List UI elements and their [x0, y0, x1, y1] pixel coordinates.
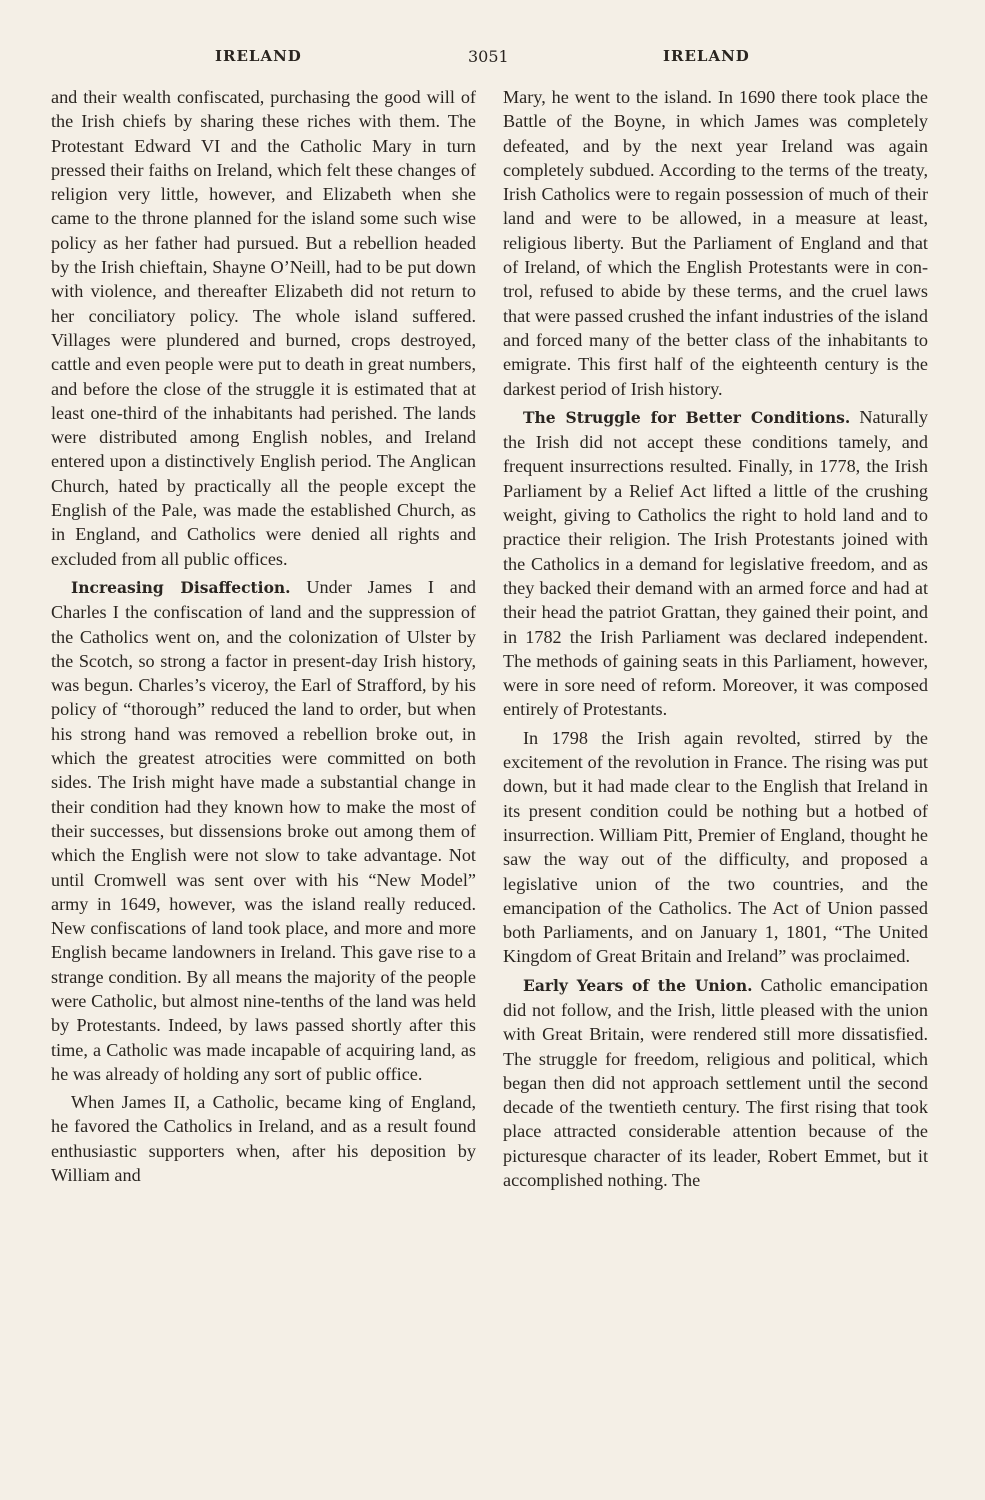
right-column	[503, 85, 928, 1192]
header-right-title: IRELAND	[663, 47, 750, 65]
paragraph: Mary, he went to the island. In 1690 there took place the Battle of the Boyne, in which James was completely defeated, and by the next year Ireland was again completely subdued. According to the terms of the treaty, Irish Catholics were to regain possession of much of their land and were to be allowed, in a measure at least, religious liberty. But the Parliament of England and that of Ireland, of which the English Protestants were in control, refused to abide by these terms, and the cruel laws that were passed crushed the infant industries of the island and forced many of the better class of the inhabitants to emigrate. This first half of the eighteenth century is the darkest period of Irish history.	[503, 87, 928, 399]
running-header	[50, 47, 930, 73]
paragraph-text: Under James I and Charles I the confiscation of land and the suppression of the Catholics went on, and the colonization of Ulster by the Scotch, so strong a factor in present-day Irish history, was begun. Charles’s viceroy, the Earl of Strafford, by his policy of “thorough” reduced the land to order, but when his strong hand was removed a rebellion broke out, in which the greatest atrocities were committed on both sides. The Irish might have made a substantial change in their condition had they known how to make the most of their successes, but dissensions broke out among them of which the English were not slow to take advantage. Not until Cromwell was sent over with his “New Model” army in 1649, however, was the island really reduced. New confiscations of land took place, and more and more English became landowners in Ireland. This gave rise to a strange condition. By all means the majority of the people were Catholic, but almost nine-tenths of the land was held by Protestants. Indeed, by laws passed shortly after this time, a Catholic was made incapable of acquiring land, as he was already of holding any sort of public office.	[51, 576, 477, 1084]
paragraph	[51, 575, 476, 1086]
paragraph-text: Catholic emancipation did not follow, and the Irish, little pleased with the union with Great Britain, were rendered still more dissatisfied. The struggle for freedom, religious and political, which began then did not approach settlement until the second decade of the twentieth century. The first rising that took place attracted considerable attention because of the picturesque character of its leader, Robert Emmet, but it accomplished nothing. The	[503, 974, 929, 1191]
paragraph-text: Naturally the Irish did not accept these conditions tamely, and frequent insurrections resulted. Finally, in 1778, the Irish Parliament by a Relief Act lifted a little of the crushing weight, giving to Catholics the right to hold land and to practice their religion. The Irish Protestants joined with the Catholics in a demand for legislative freedom, and as they backed their demand with an armed force and had at their head the patriot Grattan, they gained their point, and in 1782 the Irish Parliament was declared independent. The methods of gaining seats in this Parliament, however, were in sore need of reform. Moreover, it was composed entirely of Protestants.	[503, 406, 929, 720]
header-left-title: IRELAND	[215, 47, 302, 65]
left-column	[51, 85, 476, 1187]
paragraph: and their wealth confiscated, purchasing the good will of the Irish chiefs by sharing these riches with them. The Protestant Edward VI and the Catholic Mary in turn pressed their faiths on Ireland, which felt these changes of religion very little, however, and Elizabeth when she came to the throne planned for the island some such wise policy as her father had pursued. But a rebellion headed by the Irish chieftain, Shayne O’Neill, had to be put down with violence, and thereafter Elizabeth did not return to her conciliatory policy. The whole island suffered. Villages were plundered and burned, crops destroyed, cattle and even people were put to death in great numbers, and before the close of the struggle it is estimated that at least one-third of the inhabitants had perished. The lands were distributed among English nobles, and Ireland entered upon a distinctively English period. The Anglican Church, hated by practically all the people except the English of the Pale, was made the established Church, as in England, and Catholics were denied all rights and excluded from all public offices.	[51, 87, 476, 569]
section-heading: The Struggle for Better Conditions.	[523, 407, 851, 427]
page-number: 3051	[468, 47, 509, 66]
paragraph	[503, 405, 928, 722]
section-heading: Increasing Disaffection.	[71, 577, 291, 597]
paragraph: When James II, a Catholic, became king of England, he favored the Catholics in Ireland, and as a result found enthusiastic supporters when, after his deposition by William and	[51, 1092, 476, 1186]
paragraph	[503, 973, 928, 1193]
paragraph: In 1798 the Irish again revolted, stirred by the excitement of the revolution in France. The rising was put down, but it had made clear to the English that Ireland in its present condition could be nothing but a hotbed of insurrection. William Pitt, Premier of England, thought he saw the way out of the difficulty, and proposed a legislative union of the two countries, and the emancipation of the Catholics. The Act of Union passed both Parliaments, and on January 1, 1801, “The United Kingdom of Great Britain and Ireland” was proclaimed.	[503, 727, 928, 967]
section-heading: Early Years of the Union.	[523, 975, 753, 995]
